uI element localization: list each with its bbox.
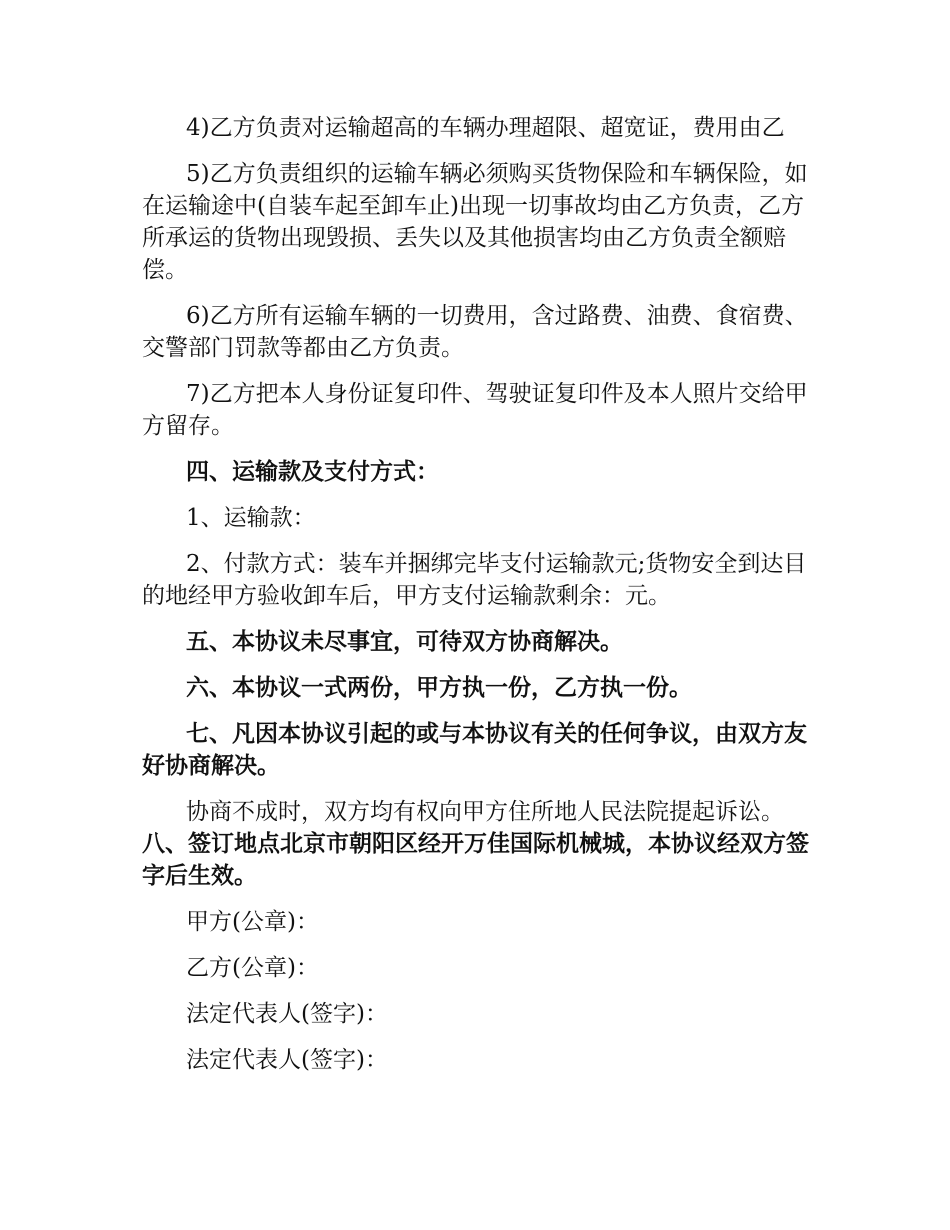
legal-rep-signature-a: 法定代表人(签字)：	[186, 1001, 388, 1027]
payment-item-amount: 1、运输款：	[186, 505, 316, 531]
clause-4-fees: 4)乙方负责对运输超高的车辆办理超限、超宽证，费用由乙	[186, 115, 785, 141]
section-heading-payment: 四、运输款及支付方式：	[186, 459, 439, 485]
legal-rep-signature-b: 法定代表人(签字)：	[186, 1047, 388, 1073]
clause-7-documents: 7)乙方把本人身份证复印件、驾驶证复印件及本人照片交给甲方留存。	[142, 381, 808, 439]
section-five: 五、本协议未尽事宜，可待双方协商解决。	[186, 629, 623, 655]
clause-6-expenses: 6)乙方所有运输车辆的一切费用，含过路费、油费、食宿费、交警部门罚款等都由乙方负责。	[142, 303, 808, 361]
document-body	[142, 112, 814, 1090]
section-seven: 七、凡因本协议引起的或与本协议有关的任何争议，由双方友好协商解决。	[142, 721, 807, 779]
party-a-seal: 甲方(公章)：	[186, 909, 319, 935]
party-b-seal: 乙方(公章)：	[186, 955, 319, 981]
dispute-resolution-text: 协商不成时，双方均有权向甲方住所地人民法院提起诉讼。	[186, 799, 784, 825]
payment-item-method: 2、付款方式：装车并捆绑完毕支付运输款元;货物安全到达目的地经甲方验收卸车后，甲方支付运输款剩余：元。	[142, 551, 807, 609]
signature-block	[142, 906, 814, 1076]
section-eight: 八、签订地点北京市朝阳区经开万佳国际机械城，本协议经双方签字后生效。	[142, 831, 809, 889]
section-six: 六、本协议一式两份，甲方执一份，乙方执一份。	[186, 675, 692, 701]
clause-5-insurance: 5)乙方负责组织的运输车辆必须购买货物保险和车辆保险，如在运输途中(自装车起至卸车止)出现一切事故均由乙方负责，乙方所承运的货物出现毁损、丢失以及其他损害均由乙方负责全额赔偿。	[142, 161, 808, 283]
